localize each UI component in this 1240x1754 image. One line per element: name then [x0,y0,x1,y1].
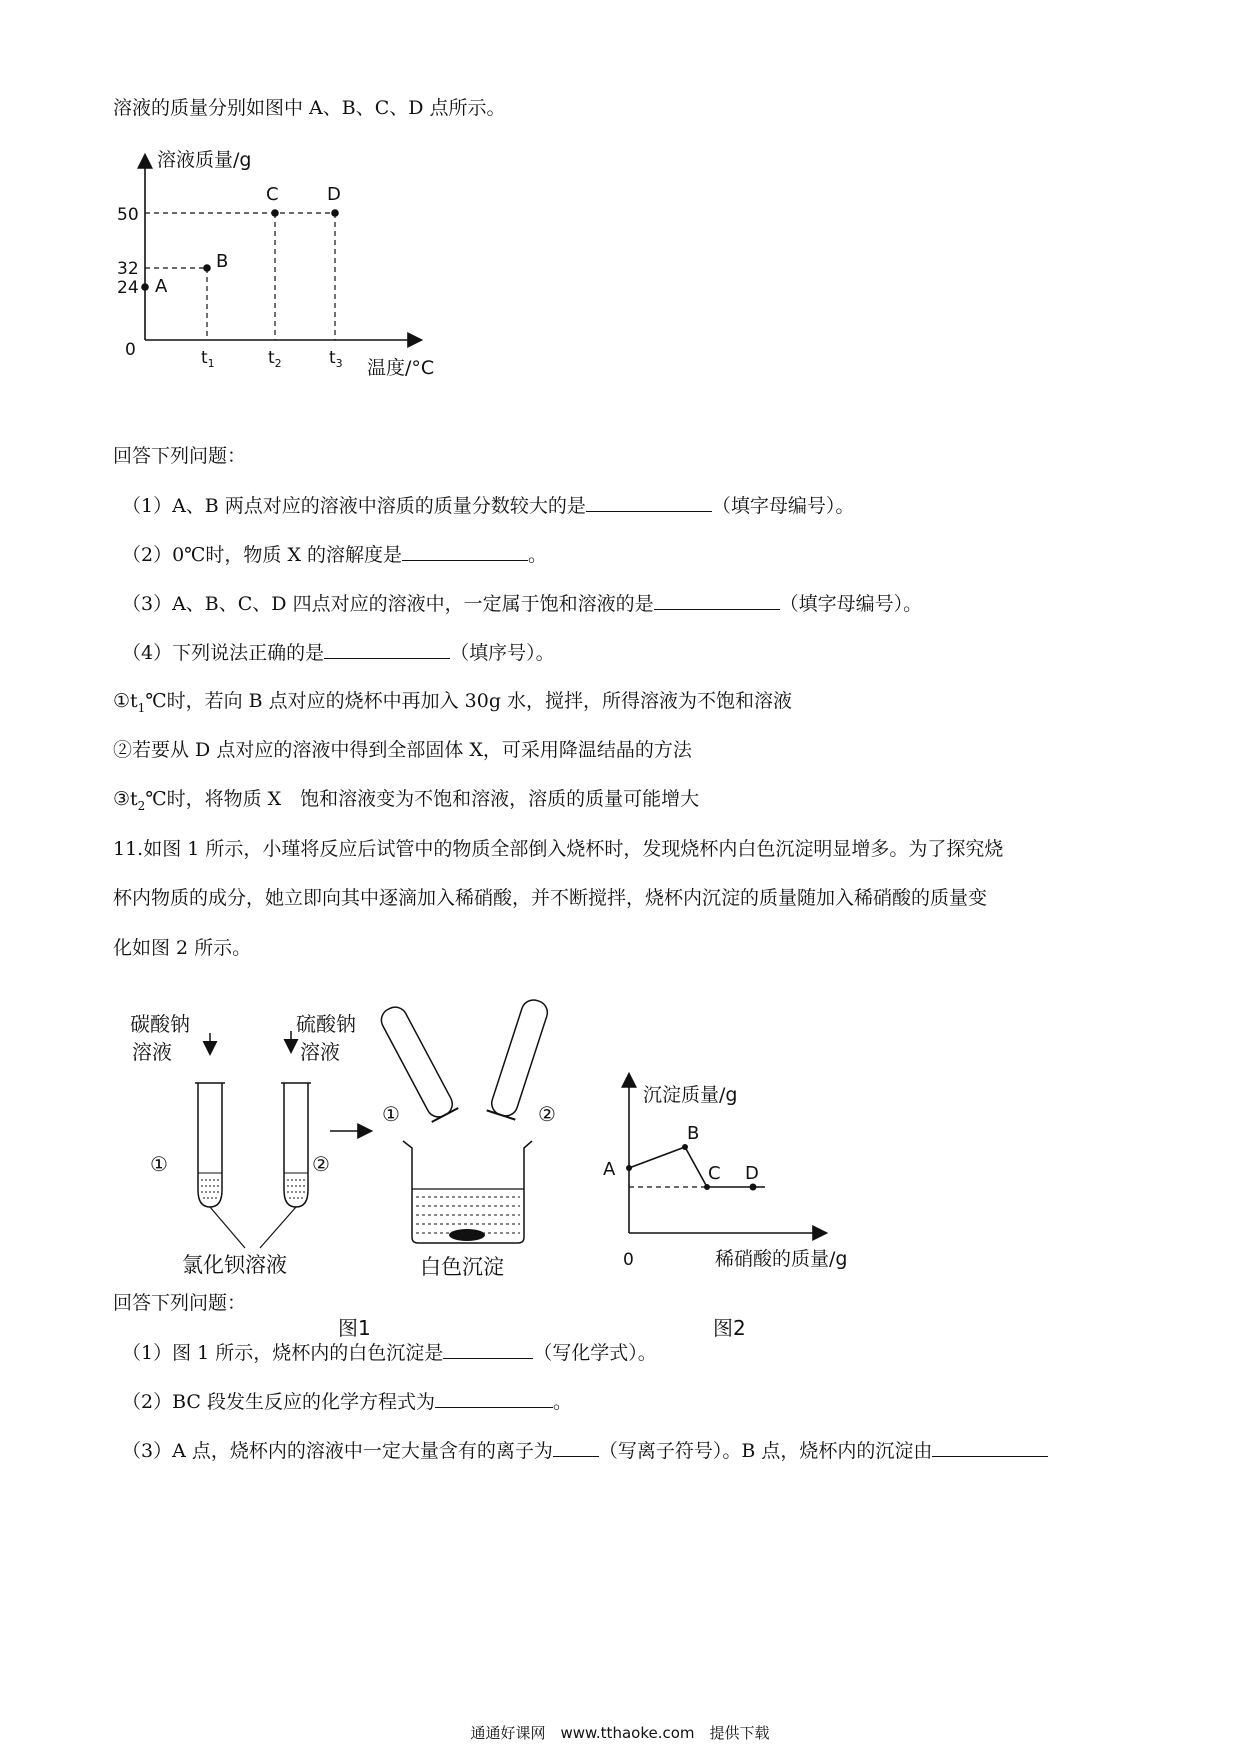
tube-1-label: ① [150,1152,168,1176]
reagent-1-label: 碳酸钠 [130,1012,190,1036]
x-tick-t3: $t_3$ [329,348,343,370]
beaker [403,1141,532,1243]
answer-blank[interactable] [586,491,712,512]
pointer-line-2 [260,1207,296,1248]
reagent-1-label-b: 溶液 [132,1040,172,1064]
intro-text: 溶液的质量分别如图中 A、B、C、D 点所示。 [113,97,506,119]
answer-blank[interactable] [932,1436,1048,1457]
x-tick-t1: $t_1$ [201,348,215,370]
point-a [626,1165,632,1171]
test-tube-1 [195,1083,225,1207]
q10-question-3: （3）A、B、C、D 四点对应的溶液中，一定属于饱和溶液的是 （填字母编号）。 [122,589,922,617]
q11-stem-line-2: 杯内物质的成分，她立即向其中逐滴加入稀硝酸，并不断搅拌，烧杯内沉淀的质量随加入稀硝酸的质量变 [113,887,988,909]
q10-question-1: （1）A、B 两点对应的溶液中溶质的质量分数较大的是 （填字母编号）。 [122,491,854,519]
q11-stem-line-3: 化如图 2 所示。 [113,937,252,959]
point-a [141,283,149,291]
point-label-c: C [266,184,279,205]
figure-2-caption: 图2 [713,1316,746,1340]
q10-question-2: （2）0℃时，物质 X 的溶解度是 。 [122,540,547,568]
point-label-a: A [603,1159,616,1180]
page-footer: 通通好课网 www.tthaoke.com 提供下载 [470,1724,770,1742]
q11-stem-line-1: 11.如图 1 所示，小瑾将反应后试管中的物质全部倒入烧杯时，发现烧杯内白色沉淀明显增多。为了探究烧 [113,838,1004,860]
inverted-tube-2-label: ② [538,1102,556,1126]
solution-mass-chart [115,148,500,428]
x-tick-t2: $t_2$ [268,348,282,370]
point-d [331,209,339,217]
inverted-tube-1-label: ① [382,1102,400,1126]
y-axis-label: 溶液质量/g [157,149,252,171]
answer-blank[interactable] [402,540,528,561]
y-axis-label: 沉淀质量/g [643,1084,738,1106]
beaker-label: 白色沉淀 [420,1255,504,1279]
answer-blank[interactable] [553,1436,599,1457]
reagent-2-label: 硫酸钠 [296,1012,356,1036]
answer-blank[interactable] [443,1338,533,1359]
point-label-b: B [687,1123,700,1144]
figure-1-caption: 图1 [338,1316,371,1340]
x-axis-label: 温度/°C [367,357,435,379]
answer-blank[interactable] [324,638,450,659]
point-c [271,209,279,217]
tube-2-label: ② [312,1152,330,1176]
point-b [682,1144,688,1150]
answer-blank[interactable] [435,1387,553,1408]
figure-1-apparatus [120,985,580,1340]
y-tick-24: 24 [117,278,139,298]
q11-question-3: （3）A 点，烧杯内的溶液中一定大量含有的离子为 （写离子符号）。B 点，烧杯内的沉淀由 [122,1436,1048,1464]
q10-prompt: 回答下列问题： [113,445,247,467]
test-tube-2 [281,1083,311,1207]
point-label-d: D [745,1163,759,1184]
y-tick-32: 32 [117,259,139,279]
option-2: ②若要从 D 点对应的溶液中得到全部固体 X，可采用降温结晶的方法 [113,739,692,761]
white-precipitate [449,1229,485,1241]
point-c [704,1184,710,1190]
y-tick-50: 50 [117,205,139,225]
q11-question-1: （1）图 1 所示，烧杯内的白色沉淀是 （写化学式）。 [122,1338,657,1366]
q10-question-4: （4）下列说法正确的是 （填序号）。 [122,638,555,666]
q11-question-2: （2）BC 段发生反应的化学方程式为 。 [122,1387,572,1415]
option-3: $③t_2℃$时，将物质 X 饱和溶液变为不饱和溶液，溶质的质量可能增大 [113,788,700,813]
point-label-b: B [216,251,229,272]
q11-prompt: 回答下列问题： [113,1292,247,1314]
point-d [750,1184,757,1191]
point-label-d: D [327,184,341,205]
x-axis-label: 稀硝酸的质量/g [715,1248,848,1270]
point-b [203,264,211,272]
option-1: $①t_1℃$时，若向 B 点对应的烧杯中再加入 30g 水，搅拌，所得溶液为不饱和溶液 [113,690,793,715]
figure-2-chart [595,1065,895,1340]
point-label-a: A [155,276,168,297]
answer-blank[interactable] [654,589,780,610]
pointer-line-1 [210,1207,245,1248]
origin-label: 0 [623,1250,634,1270]
point-label-c: C [708,1163,721,1184]
bottom-solution-label: 氯化钡溶液 [182,1253,287,1277]
reagent-2-label-b: 溶液 [300,1040,340,1064]
origin-label: 0 [125,340,136,360]
